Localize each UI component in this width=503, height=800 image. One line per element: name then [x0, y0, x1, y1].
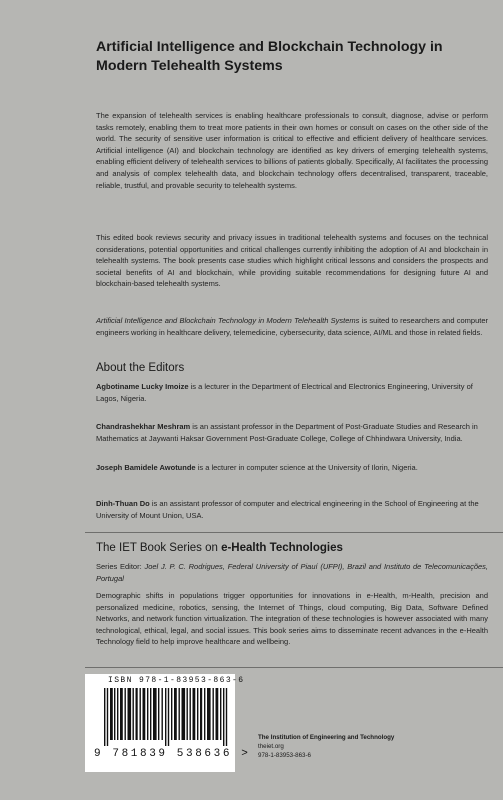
publisher-website: theiet.org [258, 743, 284, 750]
series-heading [96, 541, 343, 555]
book-title: Artificial Intelligence and Blockchain Technology in Modern Telehealth Systems [96, 39, 443, 74]
description-paragraph-3 [96, 315, 488, 338]
publisher-name: The Institution of Engineering and Technology [258, 734, 395, 741]
series-editor [96, 561, 488, 584]
publisher-isbn: 978-1-83953-863-6 [258, 752, 311, 759]
series-name: e-Health Technologies [221, 542, 343, 554]
barcode-digits: 9 781839 538636 > [94, 748, 251, 760]
book-title-italic: Artificial Intelligence and Blockchain Technology in Modern Telehealth Systems [96, 316, 360, 325]
series-editor-label: Series Editor: [96, 562, 145, 571]
editor-description: is an assistant professor in the Department of Post-Graduate Studies and Research in Mathematics at Jaywanti Haksar Government Post-Graduate College, College of Chhindwara University, India. [96, 422, 478, 443]
series-editor-text: Joel J. P. C. Rodrigues, Federal University of Piauí (UFPI), Brazil and Instituto de Telecomunicações, Portugal [96, 562, 488, 583]
series-description: Demographic shifts in populations trigger opportunities for innovations in e-Health, m-Health, precision and personalized medicine, robotics, sensing, the Internet of Things, cloud computing, Big Data, Software Defined Networks, and network function virtualization. The integration of these technologies is however associated with many technological, ethical, legal, and social issues. This book series aims to disseminate recent advances in the e-Health Technology field to help improve healthcare and wellbeing. [96, 591, 488, 647]
editor-bio [96, 381, 488, 404]
editor-name: Dinh-Thuan Do [96, 499, 150, 508]
editor-description: is a lecturer in the Department of Electrical and Electronics Engineering, University of Lagos, Nigeria. [96, 382, 473, 403]
editor-name: Joseph Bamidele Awotunde [96, 463, 196, 472]
editor-name: Chandrashekhar Meshram [96, 422, 191, 431]
editor-name: Agbotiname Lucky Imoize [96, 382, 189, 391]
description-paragraph-1: The expansion of telehealth services is enabling healthcare professionals to consult, diagnose, advise or perform tasks remotely, enabling them to treat more patients in their own homes or consult on cases on the other side of the world. The security of sensitive user information is critical to effective and efficient delivery of healthcare services. Artificial intelligence (AI) and blockchain technology are identified as key drivers of emerging telehealth systems, enabling efficient delivery of telehealth services to billions of patients globally. Specifically, AI facilitates the processing and analysis of complex telehealth data, and blockchain technology offers decentralised, transparent, traceable, reliable, trustful, and provable security to telehealth systems. [96, 111, 488, 190]
divider [85, 532, 503, 533]
divider [85, 667, 503, 668]
isbn-label: ISBN 978-1-83953-863-6 [108, 676, 245, 685]
editor-bio [96, 462, 488, 474]
editor-bio [96, 498, 488, 521]
editor-bio [96, 421, 488, 444]
editors-heading: About the Editors [96, 362, 185, 374]
editor-description: is an assistant professor of computer and electrical engineering in the School of Engineering at the University of Mount Union, USA. [96, 499, 479, 520]
description-paragraph-2: This edited book reviews security and privacy issues in traditional telehealth systems and focuses on the technical considerations, potential opportunities and critical challenges currently inhibiting the adoption of AI and blockchain in telehealth systems. The book presents case studies which highlight critical lessons and considers the prospects and societal benefits of AI and blockchain, while providing suitable recommendations for designing future AI and blockchain-based telehealth systems. [96, 233, 488, 289]
series-prefix: The IET Book Series on [96, 542, 222, 554]
barcode-graphic [104, 688, 230, 746]
audience-text: is suited to researchers and computer engineers working in healthcare delivery, telemedicine, cybersecurity, data science, AI/ML and those in related fields. [96, 316, 489, 337]
editor-description: is a lecturer in computer science at the University of Ilorin, Nigeria. [195, 463, 418, 472]
